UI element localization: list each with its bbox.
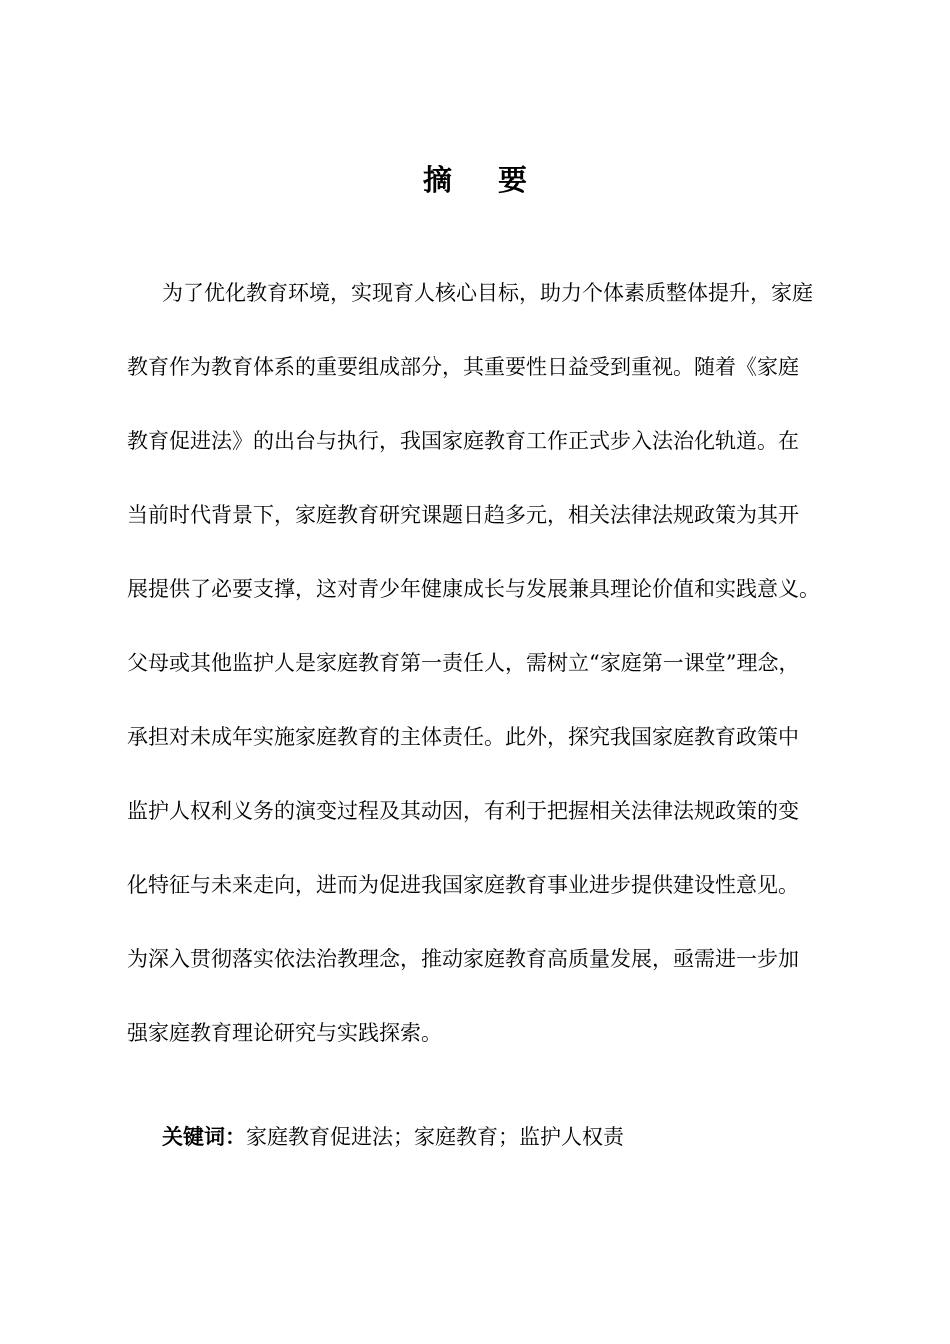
abstract-line: 强家庭教育理论研究与实践探索。 [127, 1021, 442, 1045]
abstract-line: 当前时代背景下，家庭教育研究课题日趋多元，相关法律法规政策为其开 [127, 503, 799, 527]
page-title [0, 160, 950, 200]
abstract-line: 教育促进法》的出台与执行，我国家庭教育工作正式步入法治化轨道。在 [127, 429, 799, 453]
abstract-line: 监护人权利义务的演变过程及其动因，有利于把握相关法律法规政策的变 [127, 799, 799, 823]
abstract-line: 教育作为教育体系的重要组成部分，其重要性日益受到重视。随着《家庭 [127, 355, 799, 379]
abstract-line: 展提供了必要支撑，这对青少年健康成长与发展兼具理论价值和实践意义。 [127, 577, 820, 601]
title-char-2: 要 [498, 163, 528, 197]
keywords-label: 关键词： [162, 1125, 246, 1149]
abstract-line: 化特征与未来走向，进而为促进我国家庭教育事业进步提供建设性意见。 [127, 873, 799, 897]
abstract-body [127, 273, 867, 1087]
title-char-1: 摘 [422, 163, 452, 197]
keywords-row [162, 1117, 624, 1157]
abstract-line: 为了优化教育环境，实现育人核心目标，助力个体素质整体提升，家庭 [162, 281, 813, 305]
abstract-line: 承担对未成年实施家庭教育的主体责任。此外，探究我国家庭教育政策中 [127, 725, 799, 749]
abstract-line: 为深入贯彻落实依法治教理念，推动家庭教育高质量发展，亟需进一步加 [127, 947, 799, 971]
abstract-line: 父母或其他监护人是家庭教育第一责任人，需树立“家庭第一课堂”理念， [127, 651, 800, 675]
keywords-text: 家庭教育促进法；家庭教育；监护人权责 [246, 1125, 624, 1149]
